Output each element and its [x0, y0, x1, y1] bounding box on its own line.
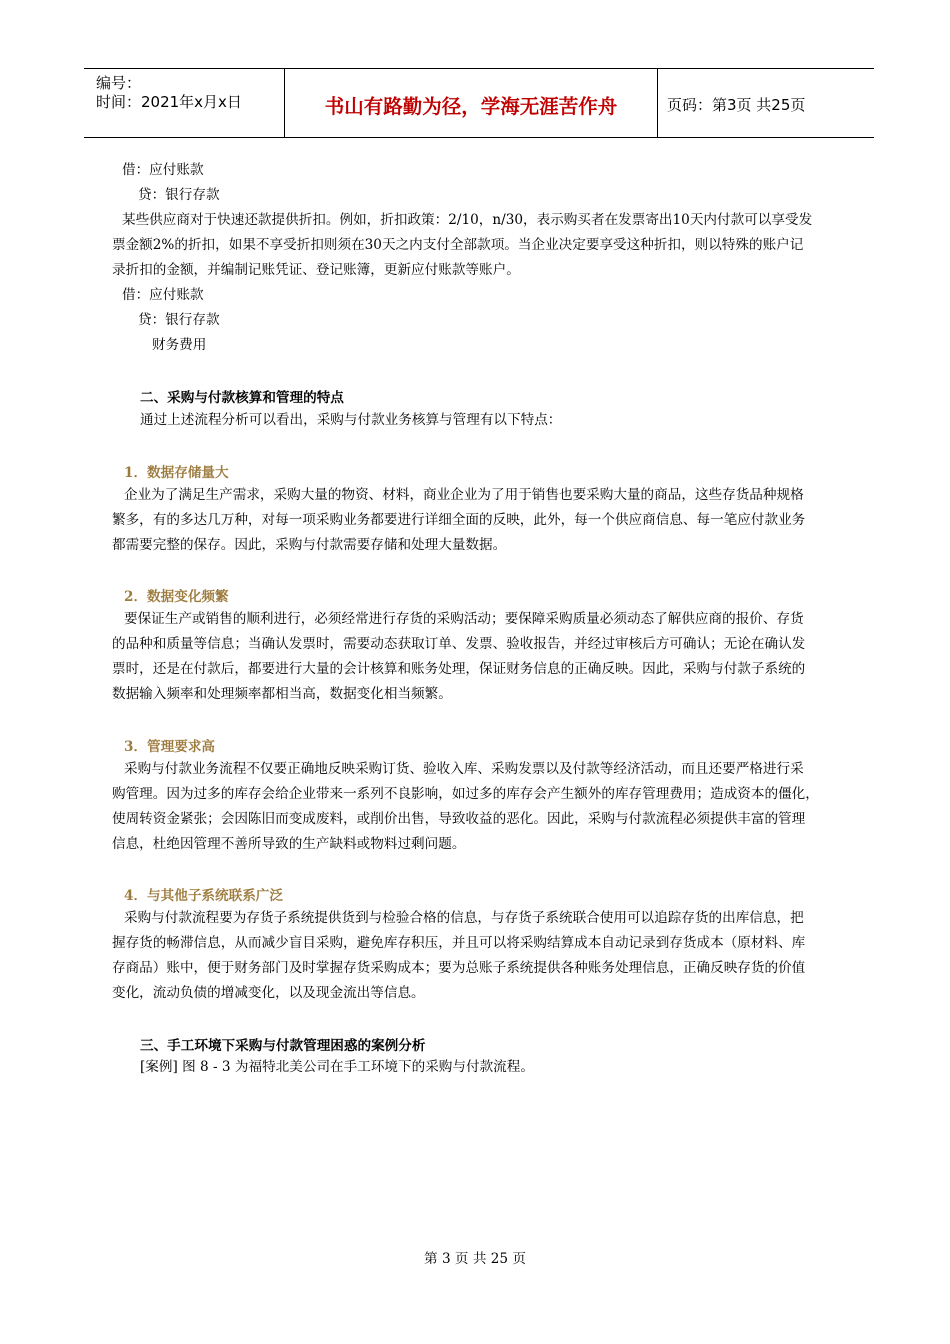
journal-debit-line: 借：应付账款: [122, 162, 204, 178]
paragraph-line: 通过上述流程分析可以看出，采购与付款业务核算与管理有以下特点：: [140, 412, 562, 428]
paragraph-line: 某些供应商对于快速还款提供折扣。例如，折扣政策：2/10，n/30，表示购买者在发票寄出10天内付款可以享受发: [122, 212, 813, 228]
header-info-cell: [84, 69, 284, 137]
section-heading: 二、采购与付款核算和管理的特点: [140, 390, 344, 406]
paragraph-line: 要保证生产或销售的顺利进行，必须经常进行存货的采购活动；要保障采购质量必须动态了解供应商的报价、存货: [124, 611, 804, 627]
document-header: [84, 68, 874, 138]
subsection-heading: 3．管理要求高: [124, 739, 216, 755]
paragraph-line: 信息，杜绝因管理不善所导致的生产缺料或物料过剩问题。: [112, 836, 466, 852]
paragraph-line: 采购与付款流程要为存货子系统提供货到与检验合格的信息，与存货子系统联合使用可以追踪存货的出库信息，把: [124, 910, 804, 926]
paragraph-line: 繁多，有的多达几万种，对每一项采购业务都要进行详细全面的反映，此外，每一个供应商信息、每一笔应付款业务: [112, 512, 806, 528]
header-motto-cell: [284, 69, 658, 137]
header-page-cell: [657, 69, 874, 137]
paragraph-line: 录折扣的金额，并编制记账凭证、登记账簿，更新应付账款等账户。: [112, 262, 520, 278]
paragraph-line: 使周转资金紧张；会因陈旧而变成废料，或削价出售，导致收益的恶化。因此，采购与付款流程必须提供丰富的管理: [112, 811, 806, 827]
paragraph-line: 都需要完整的保存。因此，采购与付款需要存储和处理大量数据。: [112, 537, 507, 553]
subsection-heading: 4．与其他子系统联系广泛: [124, 888, 283, 904]
paragraph-line: 数据输入频率和处理频率都相当高，数据变化相当频繁。: [112, 686, 452, 702]
header-code-label: 编号：: [96, 74, 142, 92]
paragraph-line: 购管理。因为过多的库存会给企业带来一系列不良影响，如过多的库存会产生额外的库存管理费用；造成资本的僵化，: [112, 786, 819, 802]
paragraph-line: 的品种和质量等信息；当确认发票时，需要动态获取订单、发票、验收报告，并经过审核后方可确认；无论在确认发: [112, 636, 806, 652]
subsection-heading: 2．数据变化频繁: [124, 589, 229, 605]
case-line: [案例] 图 8 - 3 为福特北美公司在手工环境下的采购与付款流程。: [140, 1059, 534, 1075]
paragraph-line: 采购与付款业务流程不仅要正确地反映采购订货、验收入库、采购发票以及付款等经济活动，而且还要严格进行采: [124, 761, 804, 777]
paragraph-line: 存商品）账中，便于财务部门及时掌握存货采购成本；要为总账子系统提供各种账务处理信息，正确反映存货的价值: [112, 960, 806, 976]
section-heading: 三、手工环境下采购与付款管理困惑的案例分析: [140, 1038, 426, 1054]
header-page-label: 页码：第3页 共25页: [667, 96, 806, 114]
paragraph-line: 票时，还是在付款后，都要进行大量的会计核算和账务处理，保证财务信息的正确反映。因此，采购与付款子系统的: [112, 661, 806, 677]
paragraph-line: 握存货的畅滞信息，从而减少盲目采购，避免库存积压，并且可以将采购结算成本自动记录到存货成本（原材料、库: [112, 935, 806, 951]
paragraph-line: 企业为了满足生产需求，采购大量的物资、材料，商业企业为了用于销售也要采购大量的商品，这些存货品种规格: [124, 487, 804, 503]
paragraph-line: 变化，流动负债的增减变化，以及现金流出等信息。: [112, 985, 425, 1001]
page-footer: 第 3 页 共 25 页: [424, 1251, 526, 1267]
journal-credit-line: 财务费用: [152, 337, 207, 353]
paragraph-line: 票金额2%的折扣，如果不享受折扣则须在30天之内支付全部款项。当企业决定要享受这种折扣，则以特殊的账户记: [112, 237, 804, 253]
journal-credit-line: 贷：银行存款: [138, 187, 220, 203]
subsection-heading: 1．数据存储量大: [124, 465, 229, 481]
header-motto: 书山有路勤为径，学海无涯苦作舟: [324, 95, 618, 118]
journal-debit-line: 借：应付账款: [122, 287, 204, 303]
header-time-label: 时间：2021年x月x日: [96, 93, 242, 111]
journal-credit-line: 贷：银行存款: [138, 312, 220, 328]
